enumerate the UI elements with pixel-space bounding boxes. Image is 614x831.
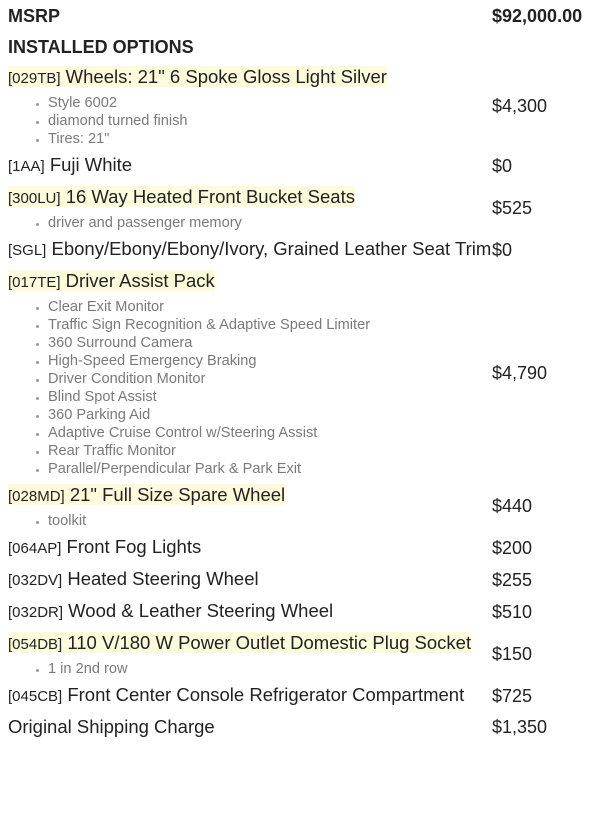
option-title [8, 596, 492, 628]
option-row [0, 62, 614, 150]
option-name: 16 Way Heated Front Bucket Seats [65, 186, 355, 207]
msrp-row [0, 0, 614, 32]
option-title [8, 712, 492, 742]
option-title-text [8, 66, 387, 87]
feature-item: • Blind Spot Assist [48, 388, 492, 406]
option-title-text [8, 684, 464, 705]
option-row [0, 234, 614, 266]
option-description [0, 564, 492, 596]
option-price: $525 [492, 197, 533, 218]
option-row [0, 150, 614, 182]
option-title-text [8, 186, 355, 207]
option-title [8, 182, 492, 214]
feature-item: • Traffic Sign Recognition & Adaptive Speed Limiter [48, 316, 492, 334]
feature-list [8, 94, 492, 148]
option-row [0, 532, 614, 564]
option-price: $4,300 [492, 95, 548, 116]
option-title-text [8, 484, 285, 505]
feature-item: • 360 Parking Aid [48, 406, 492, 424]
option-title [8, 480, 492, 512]
feature-item: • driver and passenger memory [48, 214, 492, 232]
option-name: Heated Steering Wheel [67, 568, 259, 589]
feature-item: • Adaptive Cruise Control w/Steering Assist [48, 424, 492, 442]
feature-item: • Clear Exit Monitor [48, 298, 492, 316]
option-row [0, 480, 614, 532]
option-description [0, 266, 492, 480]
option-title-text [8, 270, 215, 291]
option-price: $4,790 [492, 362, 548, 383]
option-price: $725 [492, 685, 533, 706]
option-price: $0 [492, 239, 513, 260]
option-code: [054DB] [8, 636, 63, 653]
option-title [8, 234, 492, 266]
option-row [0, 564, 614, 596]
option-description [0, 712, 492, 742]
feature-list [8, 214, 492, 232]
option-code: [032DR] [8, 604, 64, 621]
option-title-text [8, 600, 333, 621]
option-title-text [8, 716, 215, 737]
option-row [0, 266, 614, 480]
option-code: [1AA] [8, 158, 45, 175]
option-code: [SGL] [8, 242, 47, 259]
feature-item: • diamond turned finish [48, 112, 492, 130]
option-name: 21" Full Size Spare Wheel [69, 484, 286, 505]
option-price: $440 [492, 495, 533, 516]
option-name: Wheels: 21" 6 Spoke Gloss Light Silver [65, 66, 387, 87]
option-name: Front Fog Lights [66, 536, 202, 557]
installed-options-heading-row [0, 32, 614, 62]
feature-item: • Rear Traffic Monitor [48, 442, 492, 460]
option-title-text [8, 238, 491, 259]
option-code: [029TB] [8, 70, 61, 87]
option-description [0, 532, 492, 564]
option-price: $0 [492, 155, 513, 176]
option-title [8, 150, 492, 182]
feature-item: • Tires: 21" [48, 130, 492, 148]
msrp-value: $92,000.00 [492, 5, 583, 26]
option-description [0, 62, 492, 150]
installed-options-heading: INSTALLED OPTIONS [8, 36, 194, 57]
option-description [0, 480, 492, 532]
option-price: $510 [492, 601, 533, 622]
option-title [8, 266, 492, 298]
option-name: Front Center Console Refrigerator Compartment [67, 684, 465, 705]
option-description [0, 596, 492, 628]
option-name: Driver Assist Pack [65, 270, 215, 291]
option-price: $255 [492, 569, 533, 590]
option-row [0, 628, 614, 680]
option-price: $200 [492, 537, 533, 558]
option-name: 110 V/180 W Power Outlet Domestic Plug Socket [67, 632, 472, 653]
feature-list [8, 298, 492, 478]
option-row [0, 680, 614, 712]
option-title-text [8, 154, 132, 175]
feature-list [8, 512, 492, 530]
option-title-text [8, 568, 259, 589]
feature-item: • High-Speed Emergency Braking [48, 352, 492, 370]
option-price: $1,350 [492, 716, 548, 737]
option-description [0, 234, 492, 266]
feature-item: • 1 in 2nd row [48, 660, 492, 678]
option-code: [028MD] [8, 488, 65, 505]
feature-item: • toolkit [48, 512, 492, 530]
option-title-text [8, 536, 201, 557]
option-title-text [8, 632, 471, 653]
option-code: [045CB] [8, 688, 63, 705]
option-description [0, 628, 492, 680]
option-title [8, 564, 492, 596]
feature-item: • 360 Surround Camera [48, 334, 492, 352]
msrp-label: MSRP [8, 5, 61, 26]
option-name: Original Shipping Charge [8, 716, 215, 737]
option-name: Fuji White [49, 154, 133, 175]
option-title [8, 628, 492, 660]
feature-item: • Style 6002 [48, 94, 492, 112]
option-description [0, 680, 492, 712]
feature-item: • Driver Condition Monitor [48, 370, 492, 388]
feature-item: • Parallel/Perpendicular Park & Park Exit [48, 460, 492, 478]
option-code: [064AP] [8, 540, 62, 557]
option-description [0, 150, 492, 182]
option-name: Ebony/Ebony/Ebony/Ivory, Grained Leather Seat Trim [51, 238, 492, 259]
option-row [0, 182, 614, 234]
option-title [8, 532, 492, 564]
feature-list [8, 660, 492, 678]
option-row [0, 596, 614, 628]
option-row [0, 712, 614, 742]
option-code: [300LU] [8, 190, 61, 207]
options-table [0, 62, 614, 742]
option-price: $150 [492, 643, 533, 664]
option-title [8, 680, 492, 712]
option-code: [032DV] [8, 572, 63, 589]
option-code: [017TE] [8, 274, 61, 291]
option-name: Wood & Leather Steering Wheel [68, 600, 334, 621]
option-description [0, 182, 492, 234]
option-title [8, 62, 492, 94]
